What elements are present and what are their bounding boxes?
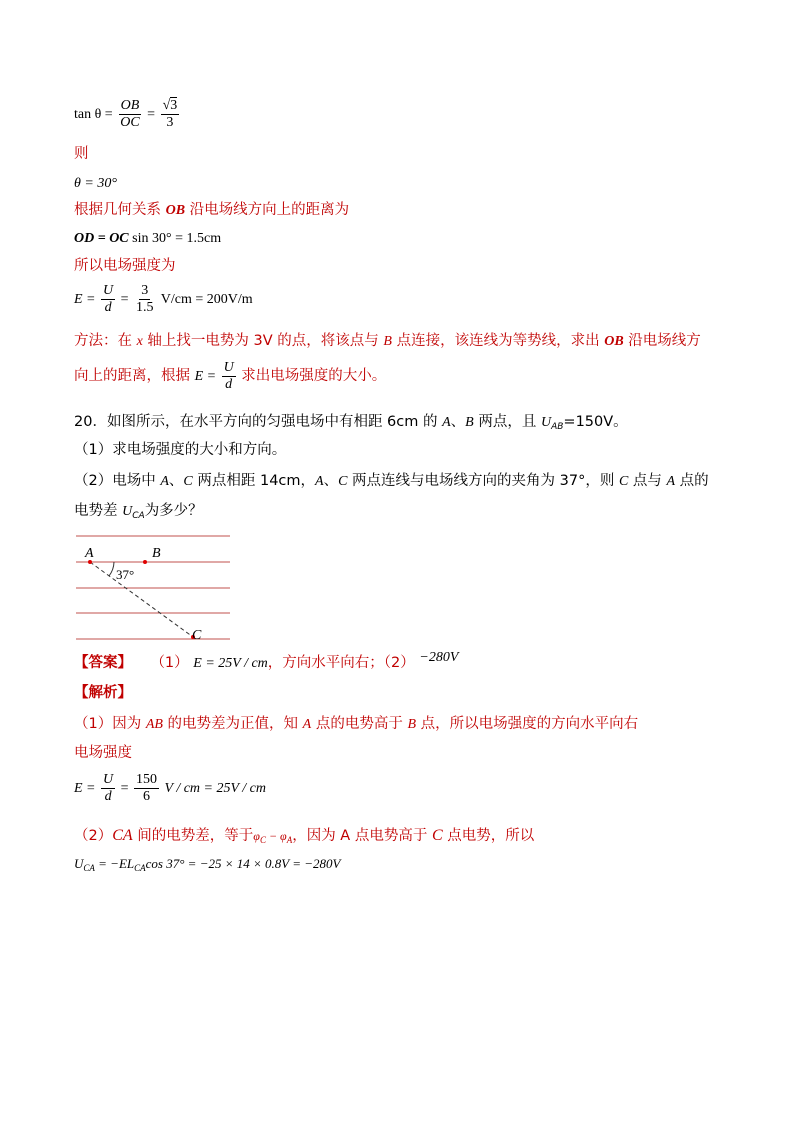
method-p6: 求出电场强度的大小。	[241, 367, 387, 384]
phi-a-sub: A	[286, 835, 293, 845]
fraction-3-1-5	[134, 283, 156, 316]
p2-d: 点与	[628, 473, 667, 489]
fraction-u-d	[101, 283, 115, 316]
geo-ob: OB	[165, 203, 186, 218]
final-u-sub: CA	[83, 863, 95, 873]
e-lhs: E =	[74, 291, 96, 307]
an-l3-a: （2）	[74, 828, 113, 844]
q20-part2-line1	[74, 473, 709, 491]
q20-part1: （1）求电场强度的大小和方向。	[74, 442, 287, 458]
final-l-sub: CA	[134, 863, 146, 873]
an-l3-C: C	[431, 827, 443, 844]
method-ob: OB	[604, 334, 624, 349]
od-rhs: sin 30° = 1.5cm	[132, 231, 222, 246]
method-p1: 方法：在	[74, 333, 137, 349]
equals-sign: =	[147, 106, 156, 122]
analysis-line1	[74, 716, 638, 734]
e2-lhs: E =	[74, 780, 96, 796]
q20-b: B	[465, 415, 474, 430]
geo-post: 沿电场线方向上的距离为	[185, 202, 350, 218]
an-l1-A: A	[302, 717, 312, 732]
p2-sep1: 、	[168, 473, 184, 489]
q20-stem	[74, 414, 628, 433]
p2-A2: A	[315, 474, 324, 489]
an-l3-ca: CA	[112, 827, 133, 844]
e2-den-6: 6	[143, 789, 151, 805]
ze-text: 则	[74, 146, 89, 162]
e2-den-d: d	[104, 789, 112, 805]
an-l1-d: 点，所以电场强度的方向水平向右	[416, 716, 639, 732]
an-l3-d: 点电势，所以	[442, 828, 535, 844]
an-l1-B: B	[407, 717, 417, 732]
p2-c: 两点连线与电场线方向的夹角为 37°，则	[347, 473, 619, 489]
answer-e-val: E = 25V / cm	[193, 656, 268, 671]
method-b: B	[383, 334, 392, 349]
q20-text-c: =150V。	[563, 414, 628, 430]
p2-b: 两点相距 14cm，	[192, 473, 316, 489]
q20-text-a: 20．如图所示，在水平方向的匀强电场中有相距 6cm 的	[74, 414, 443, 430]
method-p2: 轴上找一电势为 3V 的点，将该点与	[142, 333, 384, 349]
equals-sign: =	[120, 291, 129, 307]
fraction-150-6	[134, 772, 159, 805]
tan-theta-equation	[74, 98, 181, 131]
sqrt-num: √3	[161, 98, 180, 115]
frac-den-d: d	[104, 300, 112, 316]
angle-arc	[109, 562, 114, 576]
answer-tag: 【答案】	[74, 655, 132, 671]
e2-num-u: U	[101, 772, 115, 789]
final-mid: = −EL	[94, 856, 135, 871]
q20-text-b: 两点，且	[473, 414, 541, 430]
label-angle: 37°	[116, 567, 135, 582]
geo-pre: 根据几何关系	[74, 202, 166, 218]
formula-lhs: E =	[194, 368, 217, 384]
p2-C1: C	[183, 474, 193, 489]
method-p4: 沿电场线方	[623, 333, 701, 349]
od-lhs: OD = OC	[74, 231, 129, 246]
analysis-tag: 【解析】	[74, 685, 132, 701]
e-rhs: V/cm = 200V/m	[160, 291, 253, 307]
an-l1-b: 的电势差为正值，知	[162, 716, 303, 732]
answer-v2: −280V	[419, 650, 459, 665]
p2-u: U	[122, 504, 133, 519]
analysis-line3	[74, 826, 534, 846]
an-l1-a: （1）因为	[74, 716, 146, 732]
fraction-ob-oc	[118, 98, 141, 131]
field-intro-text: 所以电场强度为	[74, 258, 176, 274]
tan-lhs: tan θ =	[74, 106, 113, 122]
an-l3-b: 间的电势差，等于	[132, 828, 254, 844]
fraction-u-d-2	[101, 772, 115, 805]
fraction-u-d-inline	[222, 360, 236, 393]
frac-num-u: U	[101, 283, 115, 300]
answer-line	[74, 650, 459, 673]
method-text-line2	[74, 360, 386, 393]
p2-f: 电势差	[74, 503, 123, 519]
method-p5: 向上的距离，根据	[74, 367, 190, 384]
phi-c-sub: C	[259, 835, 266, 845]
method-x: x	[136, 334, 143, 349]
analysis-line2: 电场强度	[74, 745, 132, 761]
q20-a: A	[442, 415, 451, 430]
p2-e: 点的	[675, 473, 709, 489]
q20-sep: 、	[450, 414, 466, 430]
p2-A1: A	[160, 474, 169, 489]
p2-C3: C	[618, 474, 629, 489]
e2-rhs: V / cm = 25V / cm	[164, 780, 267, 796]
p2-g: 为多少？	[144, 503, 203, 519]
label-a: A	[85, 546, 94, 561]
p2-a: （2）电场中	[74, 473, 161, 489]
sqrt-radicand: 3	[170, 98, 178, 113]
method-p3: 点连接，该连线为等势线，求出	[391, 333, 605, 349]
p2-A3: A	[666, 474, 676, 489]
geometry-text	[74, 202, 349, 220]
label-c: C	[192, 628, 202, 643]
equals-sign: =	[120, 780, 129, 796]
final-u: U	[74, 856, 84, 871]
field-diagram	[70, 530, 240, 645]
q20-part2-line2	[74, 503, 203, 522]
e-calc-equation	[74, 283, 253, 316]
an-l1-ab: AB	[145, 717, 163, 732]
answer-p1: （1）	[150, 655, 189, 671]
an-l3-c: ，因为 A 点电势高于	[292, 828, 432, 844]
label-b: B	[152, 546, 161, 561]
od-equation	[74, 231, 221, 248]
frac-den-3: 3	[166, 115, 174, 131]
answer-p2: ，方向水平向右；（2）	[267, 655, 415, 671]
frac-den: OC	[120, 115, 140, 131]
an-l1-c: 点的电势高于	[311, 716, 408, 732]
formula-num: U	[222, 360, 236, 377]
point-b	[143, 560, 147, 564]
phi-expression	[253, 829, 292, 843]
formula-den: d	[225, 377, 233, 393]
p2-sep2: 、	[323, 473, 339, 489]
q20-u-sub: AB	[551, 422, 564, 432]
frac-num-3: 3	[139, 283, 150, 300]
e2-num-150: 150	[134, 772, 159, 789]
method-formula	[194, 360, 242, 393]
theta-equation: θ = 30°	[74, 176, 117, 191]
phi-c: φ	[253, 829, 260, 843]
final-rhs: cos 37° = −25 × 14 × 0.8V = −280V	[145, 856, 341, 871]
phi-minus: − φ	[265, 829, 287, 843]
final-equation	[74, 856, 340, 874]
e2-equation	[74, 772, 266, 805]
frac-den-1-5: 1.5	[136, 300, 154, 316]
frac-num: OB	[119, 98, 142, 115]
segment-ac	[90, 562, 193, 637]
p2-C2: C	[338, 474, 348, 489]
method-text-line1	[74, 333, 701, 351]
q20-u: U	[540, 415, 552, 430]
p2-u-sub: CA	[132, 511, 145, 521]
fraction-sqrt3-3	[161, 98, 180, 131]
